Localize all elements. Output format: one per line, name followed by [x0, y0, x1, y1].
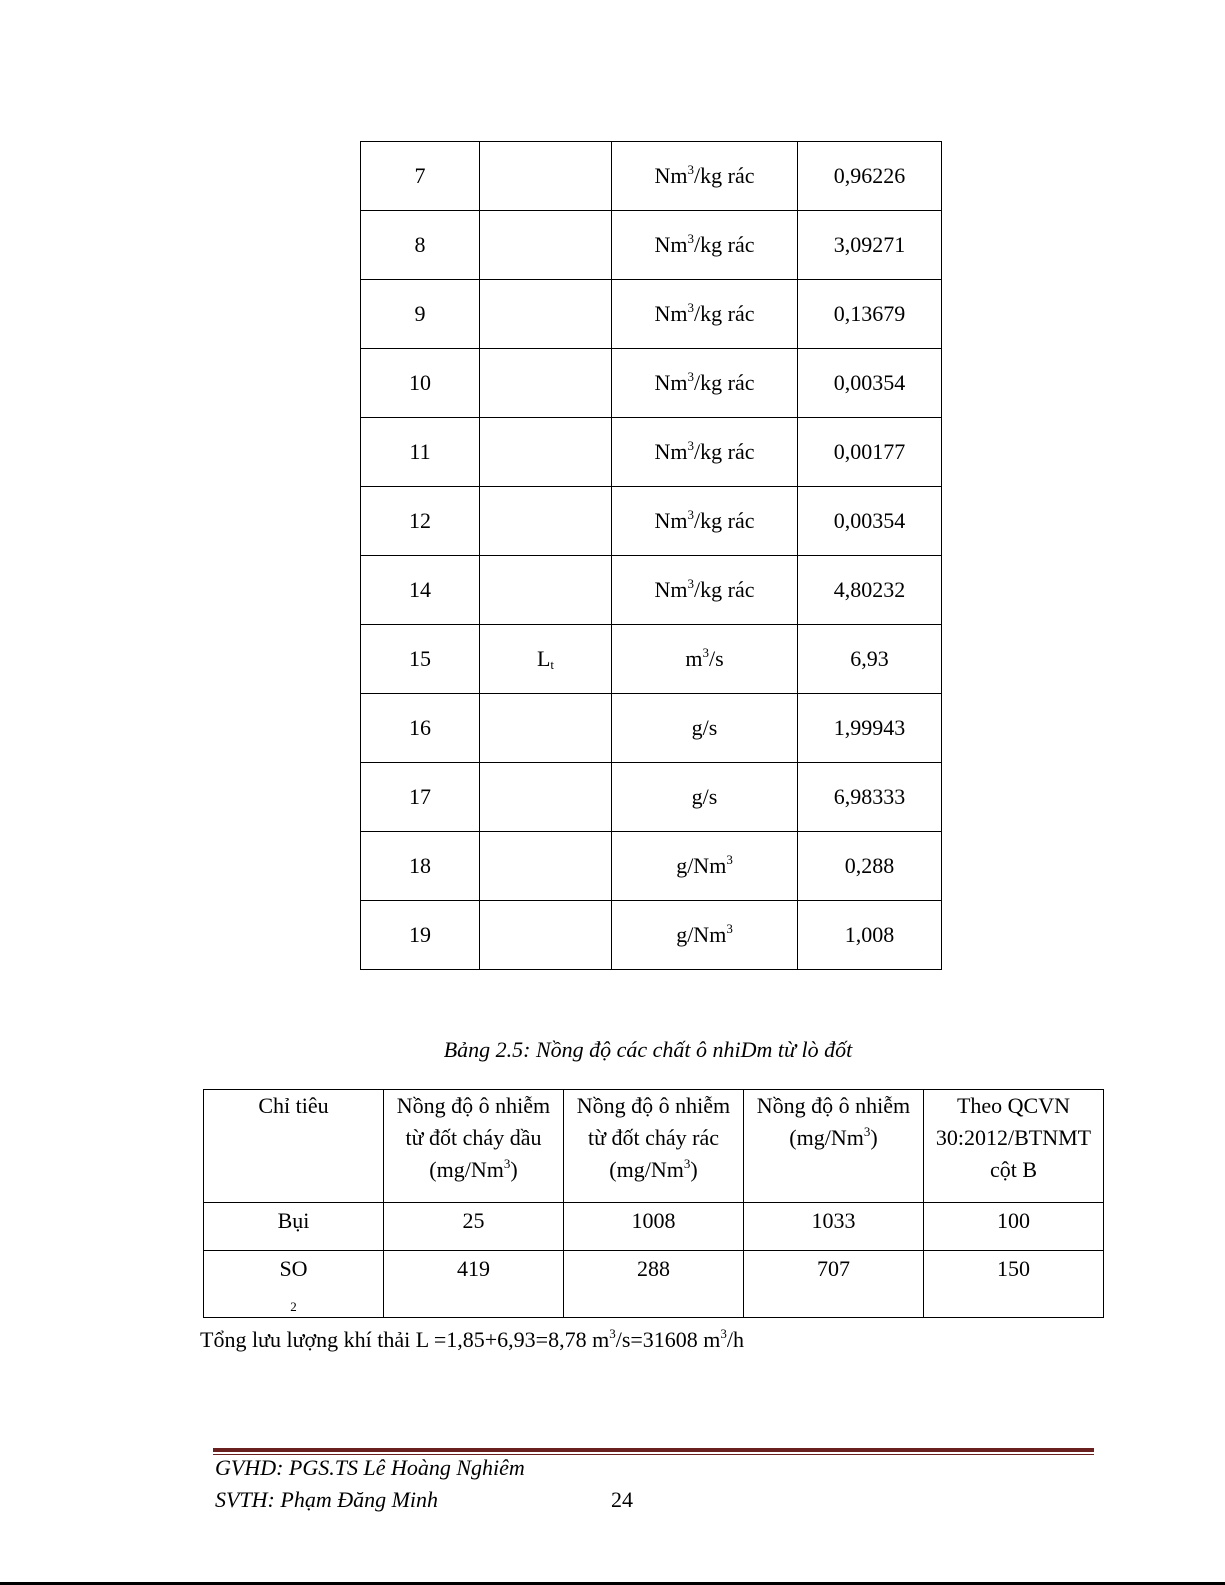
row-number-cell	[361, 142, 480, 211]
header-line: Nồng độ ô nhiễm	[396, 1093, 551, 1118]
column-header	[204, 1090, 384, 1203]
header-line: Nồng độ ô nhiễm	[756, 1093, 911, 1118]
column-header	[744, 1090, 924, 1203]
value: 0,00177	[833, 439, 906, 464]
value: 4,80232	[833, 577, 906, 602]
header-line: cột B	[989, 1157, 1038, 1182]
pollutant-concentration-table	[203, 1089, 1104, 1318]
indicator-label: SO	[279, 1256, 308, 1281]
table-row	[361, 418, 942, 487]
indicator-cell	[204, 1203, 384, 1251]
unit-cell	[612, 418, 798, 487]
row-number: 18	[409, 853, 431, 878]
row-number-cell	[361, 487, 480, 556]
value: 1033	[811, 1208, 856, 1233]
value: 0,96226	[833, 163, 906, 188]
table-row	[361, 142, 942, 211]
unit-tail: /kg rác	[694, 370, 755, 395]
unit: g/s	[691, 715, 718, 740]
footer-rule	[213, 1448, 1094, 1452]
value: 3,09271	[833, 232, 906, 257]
unit-cell	[612, 625, 798, 694]
unit-superscript: 3	[726, 921, 733, 936]
table-row	[361, 763, 942, 832]
unit-tail: )	[870, 1125, 878, 1150]
unit-superscript: 3	[687, 576, 695, 591]
value: 1,99943	[833, 715, 906, 740]
header-unit	[384, 1154, 563, 1186]
unit: g/Nm	[676, 922, 727, 947]
unit-superscript: 3	[687, 438, 695, 453]
value: 1008	[631, 1208, 676, 1233]
table-caption: Bảng 2.5: Nồng độ các chất ô nhiDm từ lò đốt	[443, 1037, 853, 1062]
footer-advisor: GVHD: PGS.TS Lê Hoàng Nghiêm	[215, 1455, 525, 1480]
unit-cell	[612, 349, 798, 418]
symbol-cell	[480, 418, 612, 487]
column-header	[384, 1090, 564, 1203]
header-unit	[744, 1122, 923, 1154]
unit-superscript: 3	[687, 369, 695, 384]
row-number-cell	[361, 556, 480, 625]
value-cell	[924, 1251, 1104, 1318]
unit-tail: /kg rác	[694, 163, 755, 188]
value: 1,008	[844, 922, 895, 947]
unit-tail: /kg rác	[694, 232, 755, 257]
row-number: 7	[414, 163, 426, 188]
unit-superscript: 3	[687, 300, 695, 315]
unit-cell	[612, 211, 798, 280]
value-cell	[798, 556, 942, 625]
column-header	[924, 1090, 1104, 1203]
symbol-cell	[480, 211, 612, 280]
unit-tail: /s	[708, 646, 724, 671]
table-row	[361, 625, 942, 694]
row-number-cell	[361, 211, 480, 280]
row-number: 15	[409, 646, 431, 671]
unit: (mg/Nm	[789, 1125, 864, 1150]
unit: Nm	[654, 439, 688, 464]
header-line: 30:2012/BTNMT	[935, 1125, 1092, 1150]
row-number-cell	[361, 763, 480, 832]
value-cell	[798, 901, 942, 970]
value: 6,93	[850, 646, 889, 671]
unit-cell	[612, 832, 798, 901]
symbol-cell	[480, 556, 612, 625]
value-cell	[798, 418, 942, 487]
header-line: Nồng độ ô nhiễm	[576, 1093, 731, 1118]
row-number: 10	[409, 370, 431, 395]
unit: (mg/Nm	[429, 1157, 504, 1182]
unit-tail: /kg rác	[694, 508, 755, 533]
table-row	[361, 487, 942, 556]
unit: g/s	[691, 784, 718, 809]
indicator-subscript: 2	[290, 1299, 297, 1314]
row-number-cell	[361, 280, 480, 349]
value-cell	[798, 142, 942, 211]
indicator-label: Bụi	[277, 1208, 310, 1233]
header-line: từ đốt cháy rác	[587, 1125, 720, 1150]
row-number: 16	[409, 715, 431, 740]
row-number-cell	[361, 694, 480, 763]
value-cell	[798, 832, 942, 901]
value-cell	[798, 694, 942, 763]
value: 0,00354	[833, 508, 906, 533]
symbol-cell	[480, 625, 612, 694]
symbol-cell	[480, 280, 612, 349]
unit-cell	[612, 280, 798, 349]
row-number: 14	[409, 577, 431, 602]
header-unit	[564, 1154, 743, 1186]
table-row	[361, 349, 942, 418]
value-cell	[384, 1251, 564, 1318]
unit: (mg/Nm	[609, 1157, 684, 1182]
header-line: Chỉ tiêu	[258, 1093, 329, 1118]
value-cell	[564, 1251, 744, 1318]
row-number: 9	[414, 301, 426, 326]
value-cell	[798, 211, 942, 280]
symbol-cell	[480, 901, 612, 970]
table-row	[361, 832, 942, 901]
value-cell	[744, 1251, 924, 1318]
row-number-cell	[361, 901, 480, 970]
unit-tail: )	[690, 1157, 698, 1182]
unit-tail: /kg rác	[694, 577, 755, 602]
value-cell	[384, 1203, 564, 1251]
symbol-cell	[480, 694, 612, 763]
unit-cell	[612, 694, 798, 763]
unit-tail: /kg rác	[694, 301, 755, 326]
unit-cell	[612, 901, 798, 970]
indicator-name	[204, 1205, 383, 1237]
value: 6,98333	[833, 784, 906, 809]
symbol-cell	[480, 487, 612, 556]
results-table	[360, 141, 942, 970]
value: 0,288	[844, 853, 895, 878]
value-cell	[798, 763, 942, 832]
symbol-cell	[480, 349, 612, 418]
symbol: L	[536, 646, 551, 671]
unit-superscript: 3	[726, 852, 733, 867]
header-line: Theo QCVN	[956, 1093, 1071, 1118]
value: 419	[457, 1256, 490, 1281]
value-cell	[798, 280, 942, 349]
unit-superscript: 3	[503, 1156, 511, 1171]
unit-superscript: 3	[687, 507, 695, 522]
value-cell	[564, 1203, 744, 1251]
unit: Nm	[654, 232, 688, 257]
symbol-cell	[480, 763, 612, 832]
unit-superscript: 3	[687, 162, 695, 177]
value-cell	[798, 487, 942, 556]
unit-cell	[612, 487, 798, 556]
row-number: 12	[409, 508, 431, 533]
row-number: 11	[409, 439, 431, 464]
indicator-cell	[204, 1251, 384, 1318]
value: 0,00354	[833, 370, 906, 395]
unit: Nm	[654, 163, 688, 188]
table-header-row	[204, 1090, 1104, 1203]
unit-superscript: 3	[683, 1156, 691, 1171]
header-line: từ đốt cháy dầu	[405, 1125, 542, 1150]
unit: Nm	[654, 370, 688, 395]
value: 707	[817, 1256, 850, 1281]
value: 25	[462, 1208, 485, 1233]
column-header	[564, 1090, 744, 1203]
row-number: 17	[409, 784, 431, 809]
value-cell	[924, 1203, 1104, 1251]
unit: Nm	[654, 301, 688, 326]
symbol-cell	[480, 142, 612, 211]
value: 150	[997, 1256, 1030, 1281]
value-cell	[798, 349, 942, 418]
unit-cell	[612, 763, 798, 832]
table-row	[361, 280, 942, 349]
table-row	[361, 901, 942, 970]
table-row	[204, 1251, 1104, 1318]
row-number-cell	[361, 349, 480, 418]
table-row	[204, 1203, 1104, 1251]
value: 100	[997, 1208, 1030, 1233]
table-row	[361, 211, 942, 280]
footer-student: SVTH: Phạm Đăng Minh	[215, 1487, 439, 1512]
row-number: 19	[409, 922, 431, 947]
value-cell	[744, 1203, 924, 1251]
unit: g/Nm	[676, 853, 727, 878]
total-flow-text: Tổng lưu lượng khí thải L =1,85+6,93=8,78 $m^3/s=31608$ $m^3/h$	[200, 1326, 745, 1352]
unit-superscript: 3	[702, 645, 709, 660]
row-number: 8	[414, 232, 426, 257]
unit-cell	[612, 556, 798, 625]
row-number-cell	[361, 418, 480, 487]
symbol-subscript: t	[550, 657, 555, 672]
unit: Nm	[654, 508, 688, 533]
unit-tail: )	[510, 1157, 518, 1182]
row-number-cell	[361, 625, 480, 694]
table-row	[361, 694, 942, 763]
unit-tail: /kg rác	[694, 439, 755, 464]
unit-superscript: 3	[687, 231, 695, 246]
unit-superscript: 3	[863, 1124, 871, 1139]
row-number-cell	[361, 832, 480, 901]
unit: Nm	[654, 577, 688, 602]
page-number: 24	[611, 1487, 633, 1512]
indicator-name	[204, 1253, 383, 1317]
value: 288	[637, 1256, 670, 1281]
value: 0,13679	[833, 301, 906, 326]
unit-cell	[612, 142, 798, 211]
symbol-cell	[480, 832, 612, 901]
table-row	[361, 556, 942, 625]
unit: m	[685, 646, 703, 671]
value-cell	[798, 625, 942, 694]
